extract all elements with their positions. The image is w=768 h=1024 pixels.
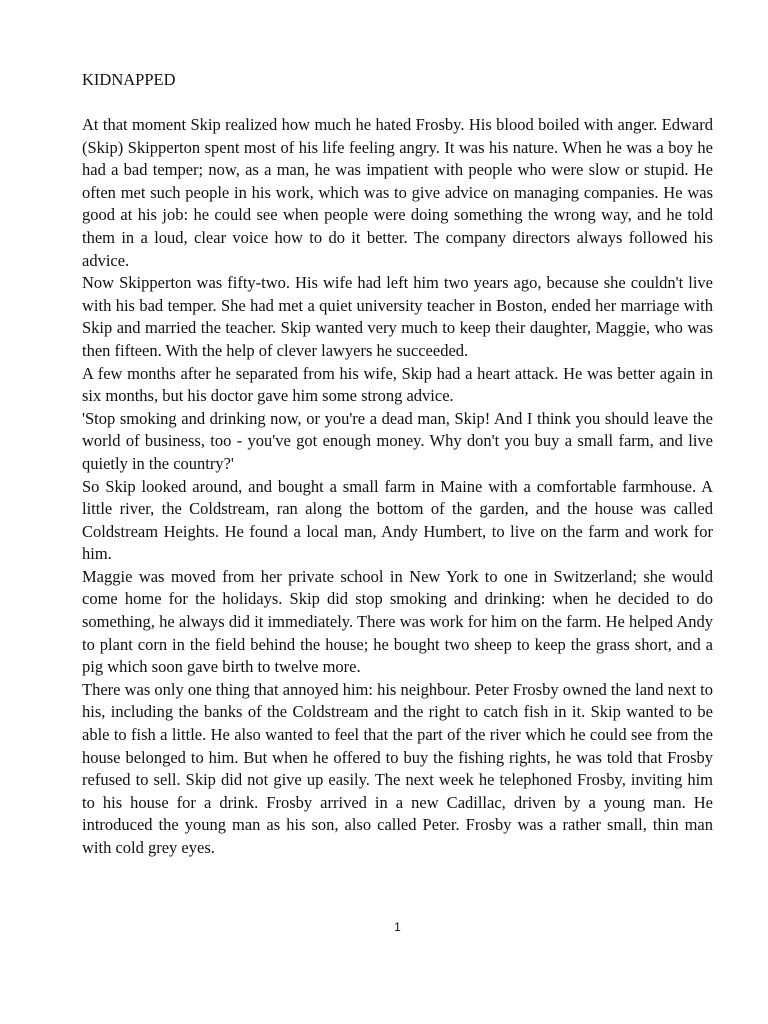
paragraph-4: 'Stop smoking and drinking now, or you're a dead man, Skip! And I think you should leave the world of business, too - you've got enough money. Why don't you buy a small farm, and live quietly in the country?' [82,408,713,473]
document-body [82,114,713,860]
paragraph-5: So Skip looked around, and bought a small farm in Maine with a comfortable farmhouse. A little river, the Coldstream, ran along the bottom of the garden, and the house was called Coldstream Heights. He found a local man, Andy Humbert, to live on the farm and work for him. [82,476,713,564]
paragraph-6: Maggie was moved from her private school in New York to one in Switzerland; she would come home for the holidays. Skip did stop smoking and drinking: when he decided to do something, he always did it immediately. There was work for him on the farm. He helped Andy to plant corn in the field behind the house; he bought two sheep to keep the grass short, and a pig which soon gave birth to twelve more. [82,566,713,677]
paragraph-7: There was only one thing that annoyed him: his neighbour. Peter Frosby owned the land next to his, including the banks of the Coldstream and the right to catch fish in it. Skip wanted to be able to fish a little. He also wanted to feel that the part of the river which he could see from the house belonged to him. But when he offered to buy the fishing rights, he was told that Frosby refused to sell. Skip did not give up easily. The next week he telephoned Frosby, inviting him to his house for a drink. Frosby arrived in a new Cadillac, driven by a young man. He introduced the young man as his son, also called Peter. Frosby was a rather small, thin man with cold grey eyes. [82,679,714,857]
paragraph-2: Now Skipperton was fifty-two. His wife had left him two years ago, because she couldn't live with his bad temper. She had met a quiet university teacher in Boston, ended her marriage with Skip and married the teacher. Skip wanted very much to keep their daughter, Maggie, who was then fifteen. With the help of clever lawyers he succeeded. [82,273,713,360]
paragraph-1: At that moment Skip realized how much he hated Frosby. His blood boiled with anger. Edward (Skip) Skipperton spent most of his life feeling angry. It was his nature. When he was a boy he had a bad temper; now, as a man, he was impatient with people who were slow or stupid. He often met such people in his work, which was to give advice on managing companies. He was good at his job: he could see when people were doing something the wrong way, and he told them in a loud, clear voice how to do it better. The company directors always followed his advice. [82,115,713,270]
paragraph-3: A few months after he separated from his wife, Skip had a heart attack. He was better again in six months, but his doctor gave him some strong advice. [82,363,713,406]
page-number: 1 [394,920,401,934]
document-title: KIDNAPPED [82,70,176,89]
